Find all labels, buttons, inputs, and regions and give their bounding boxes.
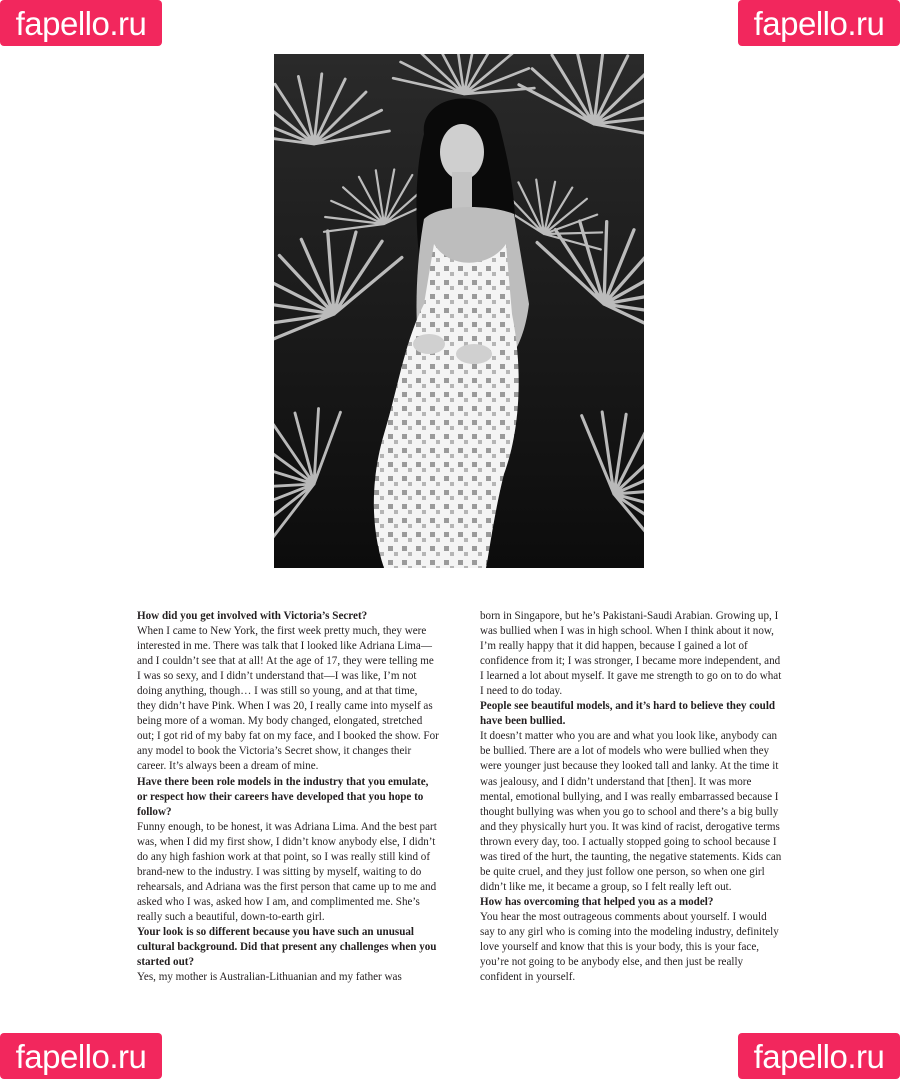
article-question: People see beautiful models, and it’s hard to believe they could have been bullied.: [480, 700, 776, 728]
article-question: How has overcoming that helped you as a model?: [480, 895, 714, 908]
watermark-badge-top-left: fapello.ru: [0, 0, 162, 46]
watermark-badge-top-right: fapello.ru: [738, 0, 900, 46]
article-answer: born in Singapore, but he’s Pakistani-Saudi Arabian. Growing up, I was bullied when I was in high school. When I think about it now, I’m really happy that it did happen, because I gained a lot of confidence from it; I was stronger, I became more independent, and I learned a lot about myself. It gave me strength to go on to do what I need to do today.: [480, 610, 782, 698]
article-answer: It doesn’t matter who you are and what you look like, anybody can be bullied. There are a lot of models who were bullied when they were younger just because they looked tall and lanky. At the time it was jealousy, and I didn’t understand that [then]. It was more mental, emotional bullying, and I was really embarrassed because I thought bullying was when you go to school and there’s a big bully and they physically hurt you. It was kind of racist, derogative terms thrown every day, too. I actually stopped going to school because I was tired of the hurt, the taunting, the negative statements. Kids can be quite cruel, and they just follow one person, so when one girl didn’t like me, it became a group, so I felt really left out.: [480, 730, 782, 893]
article-left-column: [137, 609, 439, 985]
article-answer: Yes, my mother is Australian-Lithuanian and my father was: [137, 971, 402, 984]
article-question: Your look is so different because you have such an unusual cultural background. Did that present any challenges when you started out?: [137, 925, 437, 969]
feature-photo: [274, 54, 644, 568]
article-question: How did you get involved with Victoria’s Secret?: [137, 610, 368, 622]
watermark-badge-bottom-right: fapello.ru: [738, 1033, 900, 1079]
watermark-badge-bottom-left: fapello.ru: [0, 1033, 162, 1079]
article-answer: You hear the most outrageous comments about yourself. I would say to any girl who is coming into the modeling industry, definitely love yourself and know that this is your body, this is your face, you’re not going to be anybody else, and then just be really confident in yourself.: [480, 910, 779, 984]
article-answer: Funny enough, to be honest, it was Adriana Lima. And the best part was, when I did my first show, I didn’t know anybody else, I didn’t do any high fashion work at that point, so I was really still kind of brand-new to the industry. I was sitting by myself, waiting to do rehearsals, and Adriana was the first person that came up to me and asked who I was, asked how I am, and complimented me. She’s really such a beautiful, down-to-earth girl.: [137, 820, 437, 923]
article-answer: When I came to New York, the first week pretty much, they were interested in me. There was talk that I looked like Adriana Lima—and I couldn’t see that at all! At the age of 17, they were telling me I was so sexy, and I didn’t understand that—I was like, I’m not doing anything, though… I was still so young, and at that time, they didn’t have Pink. When I was 20, I really came into myself as being more of a woman. My body changed, elongated, stretched out; I got rid of my baby fat on my face, and I booked the show. For any model to book the Victoria’s Secret show, it changes their career. It’s always been a dream of mine.: [137, 625, 439, 773]
article-question: Have there been role models in the industry that you emulate, or respect how their careers have developed that you hope to follow?: [137, 775, 429, 818]
article-right-column: [480, 609, 784, 985]
